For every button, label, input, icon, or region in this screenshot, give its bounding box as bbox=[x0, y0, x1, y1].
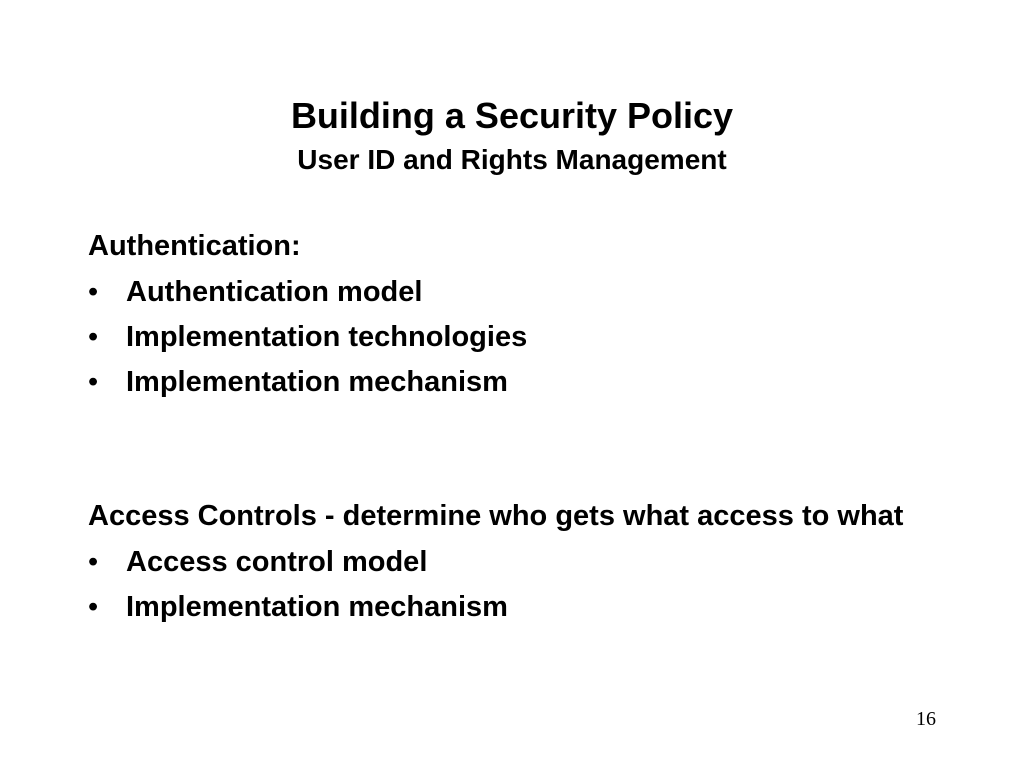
list-item-label: Implementation mechanism bbox=[126, 366, 508, 398]
list-item bbox=[88, 360, 948, 405]
access-controls-list bbox=[88, 540, 948, 630]
bullet-icon: • bbox=[88, 366, 99, 398]
list-item-label: Access control model bbox=[126, 546, 428, 578]
title-block bbox=[0, 92, 1024, 180]
list-item-label: Implementation technologies bbox=[126, 321, 528, 353]
slide-subtitle: User ID and Rights Management bbox=[297, 144, 727, 175]
list-item bbox=[88, 585, 948, 630]
authentication-section bbox=[88, 226, 948, 405]
list-item bbox=[88, 540, 948, 585]
bullet-icon: • bbox=[88, 321, 99, 353]
access-controls-section bbox=[88, 496, 948, 630]
bullet-icon: • bbox=[88, 276, 99, 308]
list-item bbox=[88, 270, 948, 315]
page-number: 16 bbox=[916, 708, 936, 730]
access-controls-heading: Access Controls - determine who gets what access to what bbox=[88, 500, 904, 532]
bullet-icon: • bbox=[88, 591, 99, 623]
authentication-heading: Authentication: bbox=[88, 230, 301, 262]
list-item-label: Authentication model bbox=[126, 276, 423, 308]
list-item-label: Implementation mechanism bbox=[126, 591, 508, 623]
list-item bbox=[88, 315, 948, 360]
slide-title: Building a Security Policy bbox=[290, 95, 734, 136]
bullet-icon: • bbox=[88, 546, 99, 578]
authentication-list bbox=[88, 270, 948, 405]
